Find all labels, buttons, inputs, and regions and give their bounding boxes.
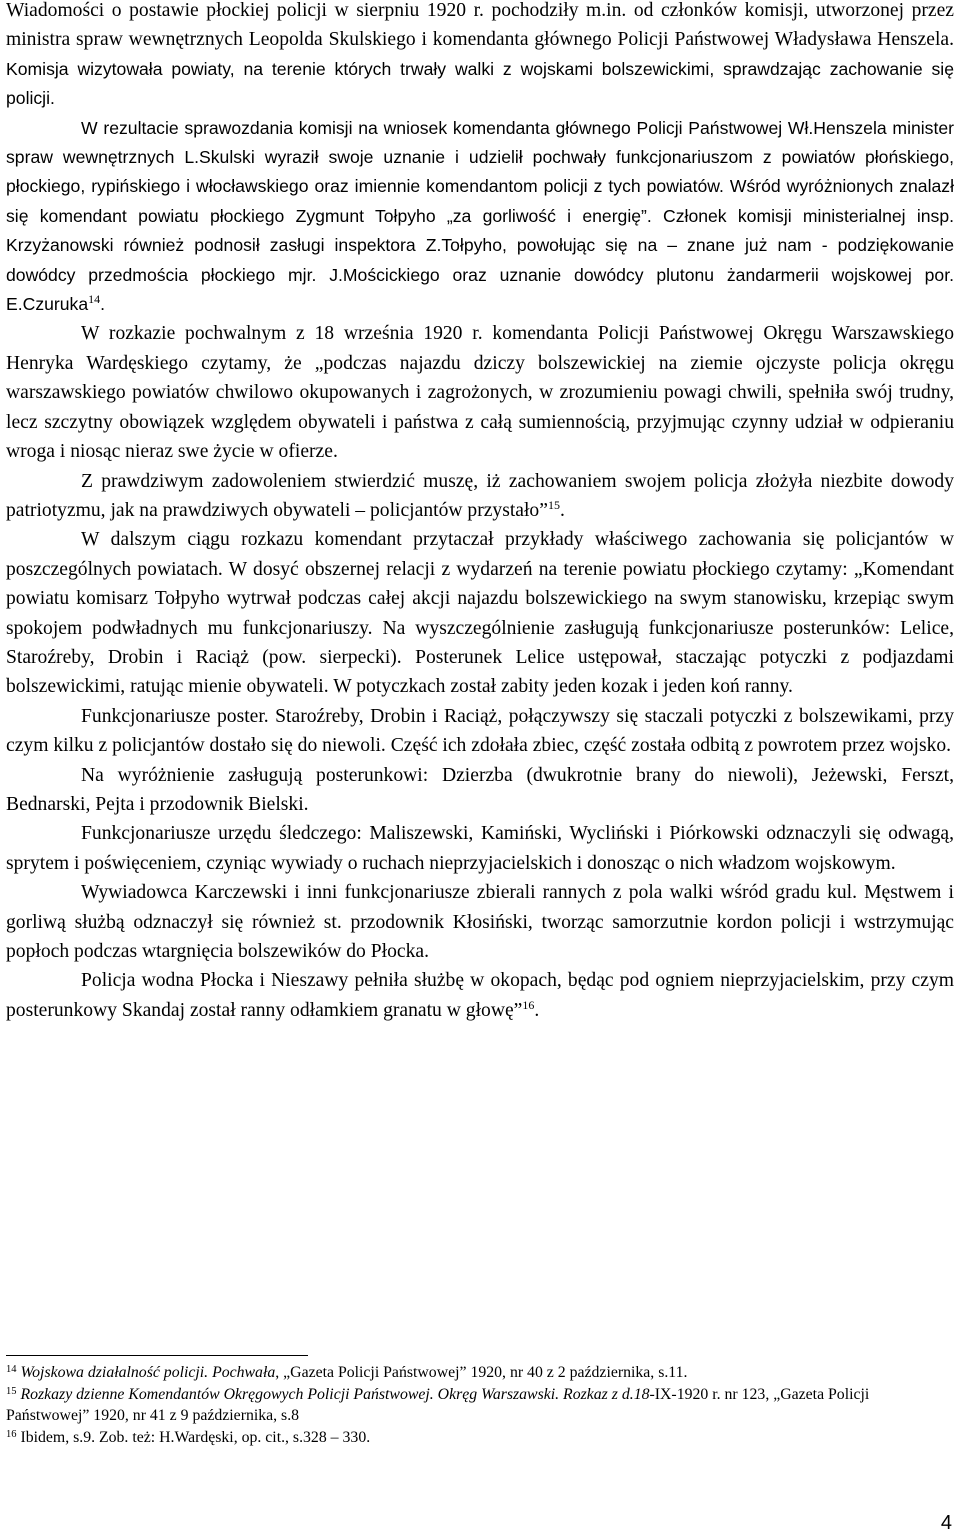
paragraph [6, 819, 954, 878]
paragraph [6, 0, 954, 114]
text-run: Funkcjonariusze urzędu śledczego: Maliszewski, Kamiński, Wycliński i Piórkowski odznaczyli się odwagą, sprytem i poświęceniem, czyniąc wywiady o ruchach nieprzyjacielskich i donosząc o nich władzom wojskowym. [6, 823, 954, 874]
footnote [6, 1384, 954, 1427]
paragraph [6, 702, 954, 761]
footnote-reference: 15 [547, 497, 560, 512]
text-run: W dalszym ciągu rozkazu komendant przytaczał przykłady właściwego zachowania się policjantów w poszczególnych powiatach. W dosyć obszernej relacji z wydarzeń na terenie powiatu płockiego czytamy: „Komendant powiatu komisarz Tołpyho wytrwał podczas całej akcji najazdu bolszewickiego na swym stanowisku, krzepiąc swym spokojem podwładnych mu funkcjonariuszy. Na wyszczególnienie zasługują funkcjonariusze posterunków: Lelice, Staroźreby, Drobin i Raciąż (pow. sierpecki). Posterunek Lelice ustępował, staczając potyczki z podjazdami bolszewickimi, ratując mienie obywateli. W potyczkach został zabity jeden kozak i jeden koń ranny. [6, 529, 954, 698]
text-run: Rozkazy dzienne Komendantów Okręgowych Policji Państwowej. Okręg Warszawski. Rozkaz z d.18 [16, 1385, 650, 1403]
text-run: Ibidem, s.9. Zob. też: H.Wardęski, op. cit., s.328 – 330. [16, 1428, 371, 1446]
text-run: W rezultacie sprawozdania komisji na wniosek komendanta głównego Policji Państwowej Wł.Henszela minister spraw wewnętrznych L.Skulski wyraził swoje uznanie i udzielił pochwały funkcjonariuszom z powiatów płońskiego, płockiego, rypińskiego i włocławskiego oraz imiennie komendantom policji z tych powiatów. Wśród wyróżnionych znalazł się komendant powiatu płockiego Zygmunt Tołpyho „za gorliwość i energię”. Członek komisji ministerialnej insp. Krzyżanowski również podnosił zasługi inspektora Z.Tołpyho, powołując się na – znane już nam - podziękowanie dowódcy przedmościa płockiego mjr. J.Mościckiego oraz uznanie dowódcy plutonu żandarmerii wojskowej por. E.Czuruka [6, 117, 954, 315]
footnote-reference: 16 [522, 997, 535, 1012]
footnote-list [6, 1362, 954, 1448]
text-run: Z prawdziwym zadowoleniem stwierdzić muszę, iż zachowaniem swojem policja złożyła niezbite dowody patriotyzmu, jak na prawdziwych obywateli – policjantów przystało” [6, 470, 954, 521]
footnote-reference: 15 [6, 1385, 17, 1397]
text-run: -IX-1920 r. nr 123, „Gazeta Policji Państwowej” 1920, nr 41 z 9 października, s.8 [6, 1385, 870, 1425]
text-run: Wojskowa działalność policji. Pochwała [16, 1364, 276, 1381]
footnote-separator [6, 1355, 308, 1356]
text-run: . [534, 999, 540, 1021]
text-run: Funkcjonariusze poster. Staroźreby, Drobin i Raciąż, połączywszy się staczali potyczki z bolszewikami, przy czym kilku z policjantów dostało się do niewoli. Część ich zdołała zbiec, część została odbitą z powrotem przez wojsko. [6, 705, 954, 757]
footnote-reference: 14 [6, 1364, 17, 1375]
footnote [6, 1362, 954, 1384]
footnote [6, 1427, 954, 1449]
text-run: Wywiadowca Karczewski i inni funkcjonariusze zbierali rannych z pola walki wśród gradu kul. Męstwem i gorliwą służbą odznaczył się również st. przodownik Kłosiński, tworząc samorzutnie kordon policji i wstrzymując popłoch podczas wtargnięcia bolszewików do Płocka. [6, 882, 954, 962]
paragraph [6, 114, 954, 320]
footnotes [6, 1355, 954, 1448]
page-number: 4 [940, 1512, 952, 1534]
body-text [6, 0, 954, 1025]
text-run: Na wyróżnienie zasługują posterunkowi: Dzierzba (dwukrotnie brany do niewoli), Jeżewski, Ferszt, Bednarski, Pejta i przodownik Bielski. [6, 764, 954, 815]
text-run: Policja wodna Płocka i Nieszawy pełniła służbę w okopach, będąc pod ogniem nieprzyjacielskim, przy czym posterunkowy Skandaj został ranny odłamkiem granatu w głowę” [6, 970, 954, 1021]
paragraph [6, 467, 954, 526]
text-run: W rozkazie pochwalnym z 18 września 1920 r. komendanta Policji Państwowej Okręgu Warszawskiego Henryka Wardęskiego czytamy, że „podczas najazdu dziczy bolszewickiej na ziemie ojczyste policja okręgu warszawskiego powiatów chwilowo okupowanych i zagrożonych, w zrozumieniu powagi chwili, spełniła swój trudny, lecz szczytny obowiązek względem obywateli i państwa z całą sumiennością, przyjmując czynny udział w odpieraniu wroga i niosąc nieraz swe życie w ofierze. [6, 323, 954, 463]
text-run: . [100, 294, 106, 315]
text-run: , „Gazeta Policji Państwowej” 1920, nr 40 z 2 października, s.11. [275, 1364, 688, 1381]
paragraph [6, 319, 954, 466]
paragraph [6, 761, 954, 820]
paragraph [6, 878, 954, 966]
footnote-reference: 14 [88, 292, 101, 307]
text-run: Wiadomości o postawie płockiej policji w sierpniu 1920 r. pochodziły m.in. od członków komisji, utworzonej przez ministra spraw wewnętrznych Leopolda Skulskiego i komendanta głównego Policji Państwowej Władysława Henszela. [6, 0, 954, 51]
text-run: . [559, 499, 565, 521]
paragraph [6, 525, 954, 701]
text-run: Komisja wizytowała powiaty, na terenie których trwały walki z wojskami bolszewickimi, sprawdzając zachowanie się policji. [6, 58, 954, 109]
footnote-reference: 16 [6, 1428, 17, 1440]
paragraph [6, 966, 954, 1025]
